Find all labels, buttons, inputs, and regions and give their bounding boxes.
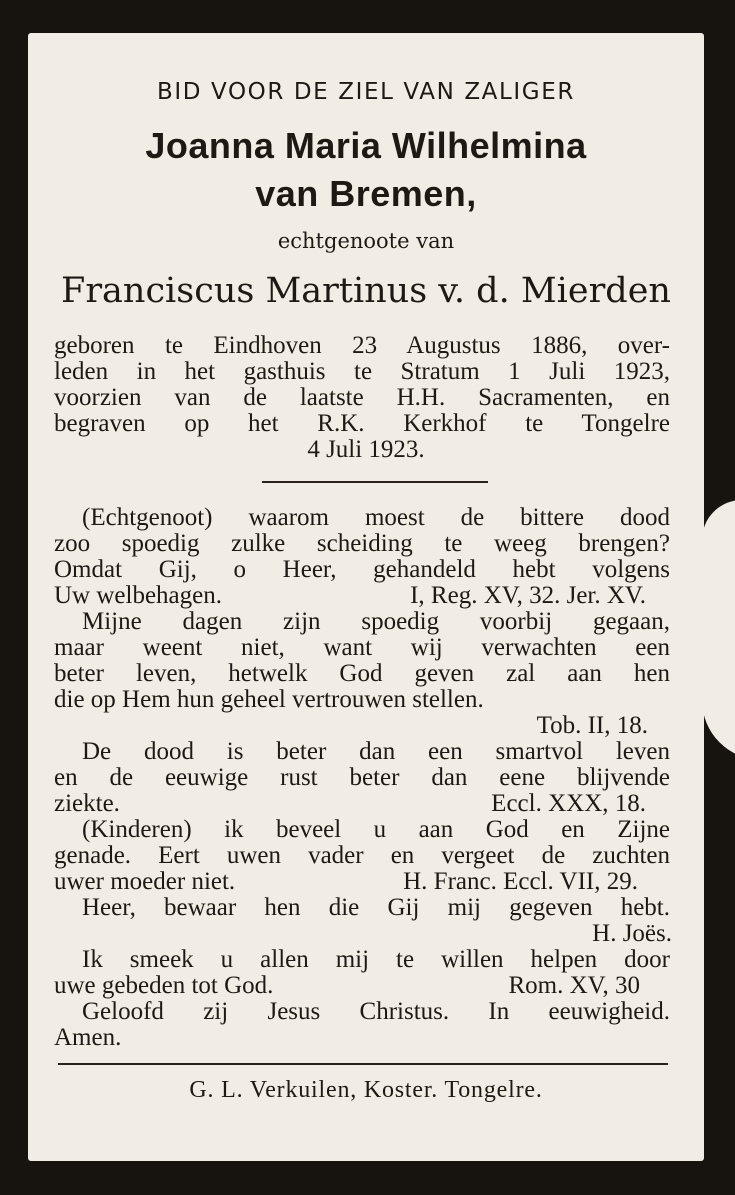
- verse-text: Uw welbehagen.: [54, 582, 222, 609]
- bio-line: leden in het gasthuis te Stratum 1 Juli 1923,: [54, 358, 670, 385]
- verse-text: uwer moeder niet.: [54, 868, 236, 895]
- divider-short: [262, 481, 488, 483]
- verse-line: zoo spoedig zulke scheiding te weeg brengen?: [54, 530, 670, 557]
- verse-line: beter leven, hetwelk God geven zal aan hen: [54, 660, 670, 687]
- scripture-reference: I, Reg. XV, 32. Jer. XV.: [410, 582, 646, 609]
- scripture-reference: Eccl. XXX, 18.: [491, 790, 646, 817]
- memorial-card: [28, 33, 704, 1161]
- printer-credit: G. L. Verkuilen, Koster. Tongelre.: [189, 1077, 543, 1103]
- verse-line: (Kinderen) ik beveel u aan God en Zijne: [82, 816, 670, 843]
- verse-text: uwe gebeden tot God.: [54, 972, 274, 999]
- verse-line: Ik smeek u allen mij te willen helpen door: [82, 946, 670, 973]
- deceased-name-line2: van Bremen,: [255, 173, 477, 214]
- scripture-reference: Rom. XV, 30: [508, 972, 640, 999]
- card-header: BID VOOR DE ZIEL VAN ZALIGER: [157, 79, 575, 105]
- scripture-reference: H. Joës.: [592, 920, 672, 947]
- bio-line: 4 Juli 1923.: [307, 436, 425, 463]
- verse-line: Mijne dagen zijn spoedig voorbij gegaan,: [82, 608, 670, 635]
- verse-line-with-ref: [54, 791, 646, 817]
- verse-line-with-ref: [54, 973, 640, 999]
- bio-line: geboren te Eindhoven 23 Augustus 1886, over-: [54, 332, 670, 359]
- divider-long: [58, 1063, 668, 1065]
- verse-line: die op Hem hun geheel vertrouwen stellen.: [54, 686, 484, 713]
- verse-line: Amen.: [54, 1024, 122, 1051]
- verse-line-with-ref: [54, 583, 646, 609]
- verse-line-with-ref: [54, 869, 638, 895]
- verse-line: genade. Eert uwen vader en vergeet de zuchten: [54, 842, 670, 869]
- verse-line: De dood is beter dan een smartvol leven: [82, 738, 670, 765]
- bio-line: voorzien van de laatste H.H. Sacramenten, en: [54, 384, 670, 411]
- verse-line: (Echtgenoot) waarom moest de bittere dood: [82, 504, 670, 531]
- verse-line: maar weent niet, want wij verwachten een: [54, 634, 670, 661]
- bio-line: begraven op het R.K. Kerkhof te Tongelre: [54, 410, 670, 437]
- deceased-name-line1: Joanna Maria Wilhelmina: [145, 125, 587, 166]
- verse-line: Heer, bewaar hen die Gij mij gegeven hebt.: [82, 894, 670, 921]
- verse-line: en de eeuwige rust beter dan eene blijvende: [54, 764, 670, 791]
- verse-text: ziekte.: [54, 790, 120, 817]
- spouse-name: Franciscus Martinus v. d. Mierden: [61, 271, 671, 311]
- torn-edge: [702, 500, 735, 760]
- scripture-reference: Tob. II, 18.: [536, 712, 648, 739]
- verse-line: Omdat Gij, o Heer, gehandeld hebt volgens: [54, 556, 670, 583]
- scripture-reference: H. Franc. Eccl. VII, 29.: [403, 868, 638, 895]
- spouse-intro: echtgenoote van: [277, 229, 455, 253]
- verse-line: Geloofd zij Jesus Christus. In eeuwigheid.: [82, 998, 670, 1025]
